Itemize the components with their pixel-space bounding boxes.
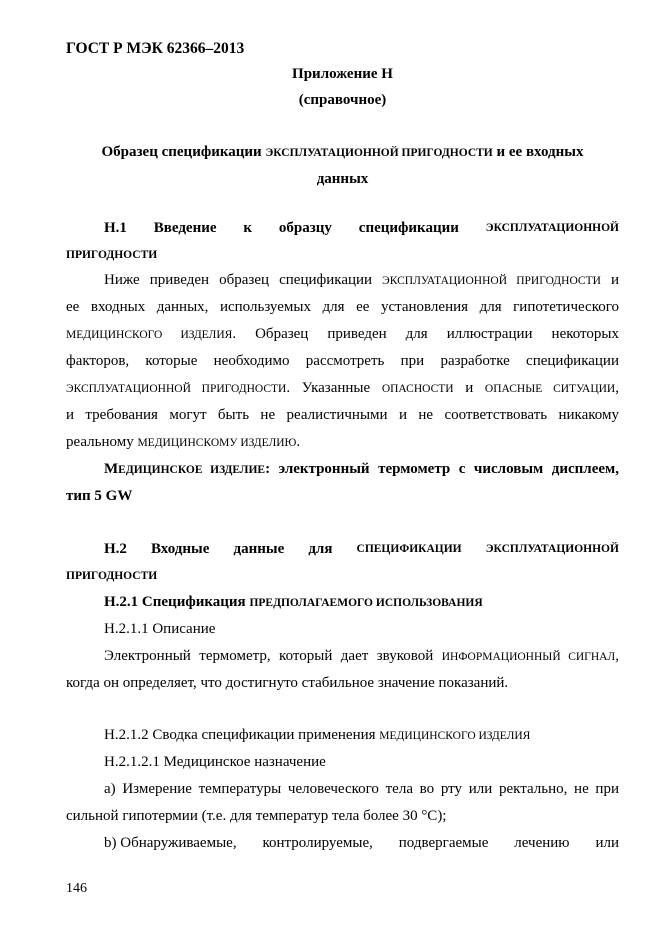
text-run: ПРЕДПОЛАГАЕМОГО ИСПОЛЬЗОВАНИЯ (249, 597, 483, 609)
heading-word: Введение (153, 220, 217, 236)
text-run: . Указанные (286, 380, 382, 396)
section-h212-heading (104, 727, 619, 745)
section-h21-heading (104, 594, 619, 612)
paragraph-1-line (66, 326, 619, 344)
section-h2121-heading: Н.2.1.2.1 Медицинское назначение (104, 754, 326, 770)
section-h1-heading-line2: ПРИГОДНОСТИ (66, 249, 158, 261)
standard-header: ГОСТ Р МЭК 62366–2013 (66, 40, 245, 57)
text-run: и (453, 380, 485, 396)
section-h2-heading-line2: ПРИГОДНОСТИ (66, 570, 158, 582)
main-title-part: и ее входных (492, 144, 584, 160)
main-title-part: ЭКСПЛУАТАЦИОННОЙ ПРИГОДНОСТИ (265, 147, 493, 159)
text-run: МЕДИЦИНСКОМУ ИЗДЕЛИЮ (137, 437, 297, 449)
text-run: , (615, 380, 619, 396)
text-run: МЕДИЦИНСКОГО ИЗДЕЛИЯ (66, 329, 233, 341)
heading-word: ЭКСПЛУАТАЦИОННОЙ (485, 222, 619, 234)
device-line: тип 5 GW (66, 488, 133, 504)
list-item-b-line (104, 835, 619, 852)
section-h1-heading (104, 220, 619, 237)
text-run: реальному (66, 434, 138, 450)
heading-word: для (308, 541, 333, 557)
paragraph-1-line: ее входных данных, используемых для ее установления для гипотетического (66, 299, 619, 315)
text-run: ЭКСПЛУАТАЦИОННОЙ ПРИГОДНОСТИ (382, 275, 601, 287)
text-run: : электронный термометр с числовым дисплеем, (265, 461, 620, 477)
heading-word: Н.2 (104, 541, 127, 557)
paragraph-2-line: когда он определяет, что достигнуто стабильное значение показаний. (66, 675, 509, 691)
paragraph-2-line (104, 648, 619, 666)
text-run: М (104, 461, 119, 477)
text-run: ЭКСПЛУАТАЦИОННОЙ ПРИГОДНОСТИ (66, 383, 287, 395)
list-word: подвергаемые (398, 835, 489, 851)
page-number: 146 (66, 881, 87, 896)
heading-word: к (243, 220, 253, 236)
text-run: . (296, 434, 301, 450)
heading-word: спецификации (358, 220, 459, 236)
text-run: Н.2.1.2 Сводка спецификации применения (104, 727, 380, 743)
appendix-title: Приложение Н (292, 66, 393, 82)
list-word: контролируемые, (262, 835, 373, 851)
list-item-a-line: сильной гипотермии (т.е. для температур тела более 30 °C); (66, 808, 447, 824)
text-run: . Образец приведен для иллюстрации некоторых (232, 326, 619, 342)
paragraph-1-line (104, 272, 619, 290)
heading-word: данные (233, 541, 285, 557)
text-run: ЕДИЦИНСКОЕ ИЗДЕЛИЕ (118, 464, 266, 476)
list-word: b) Обнаруживаемые, (104, 835, 237, 851)
text-run: Н.2.1 Спецификация (104, 594, 250, 610)
paragraph-1-line (66, 434, 619, 452)
main-title-part: Образец спецификации (101, 144, 266, 160)
heading-word: ЭКСПЛУАТАЦИОННОЙ (485, 543, 619, 555)
text-run: Ниже приведен образец спецификации (104, 272, 383, 288)
paragraph-1-line: факторов, которые необходимо рассмотреть при разработке спецификации (66, 353, 619, 369)
list-word: лечению (514, 835, 570, 851)
paragraph-1-line: и требования могут быть не реалистичными и не соответствовать никакому (66, 407, 619, 423)
paragraph-1-line (66, 380, 619, 398)
text-run: МЕДИЦИНСКОГО ИЗДЕЛИЯ (379, 730, 531, 742)
text-run: Электронный термометр, который дает звуковой (104, 648, 442, 664)
section-h211-heading: Н.2.1.1 Описание (104, 621, 216, 637)
main-title-line2: данных (316, 171, 369, 187)
main-title-line1 (66, 144, 619, 162)
list-word: или (595, 835, 619, 851)
appendix-type: (справочное) (298, 92, 387, 108)
text-run: ИНФОРМАЦИОННЫЙ СИГНАЛ (441, 651, 616, 663)
heading-word: СПЕЦИФИКАЦИИ (356, 543, 462, 555)
heading-word: Входные (151, 541, 210, 557)
text-run: ОПАСНЫЕ СИТУАЦИИ (484, 383, 616, 395)
list-item-a-line: a) Измерение температуры человеческого тела во рту или ректально, не при (104, 781, 619, 797)
text-run: и (600, 272, 620, 288)
heading-word: Н.1 (104, 220, 127, 236)
text-run: , (615, 648, 619, 664)
text-run: ОПАСНОСТИ (381, 383, 454, 395)
device-line (104, 461, 619, 479)
heading-word: образцу (278, 220, 332, 236)
section-h2-heading (104, 541, 619, 558)
